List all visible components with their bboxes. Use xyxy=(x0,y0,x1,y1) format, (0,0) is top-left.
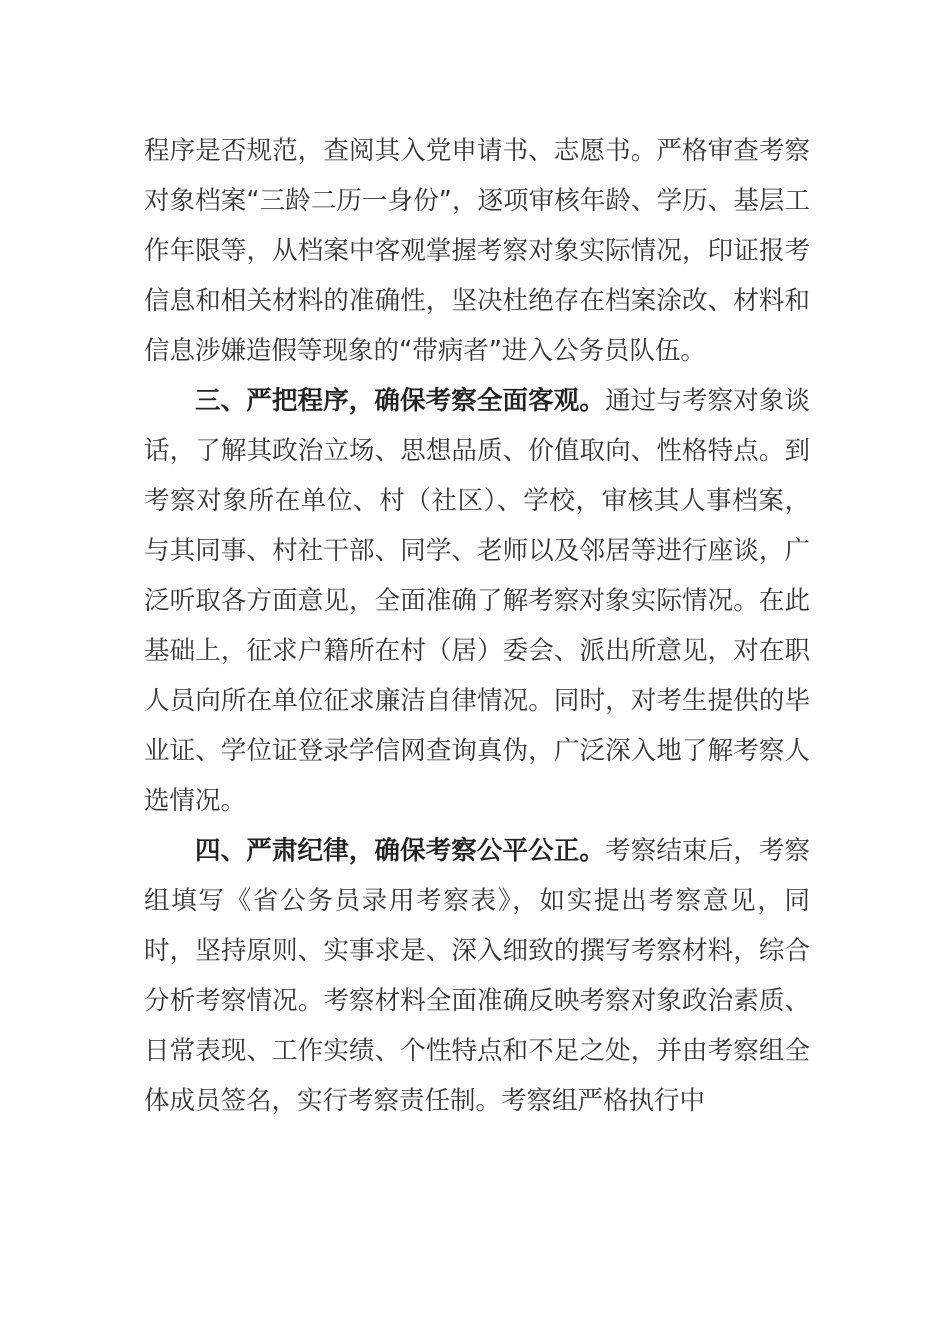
paragraph-section-four xyxy=(144,826,810,1126)
paragraph-text: 程序是否规范，查阅其入党申请书、志愿书。严格审查考察对象档案“三龄二历一身份”，逐项审核年龄、学历、基层工作年限等，从档案中客观掌握考察对象实际情况，印证报考信息和相关材料的准确性，坚决杜绝存在档案涂改、材料和信息涉嫌造假等现象的“带病者”进入公务员队伍。 xyxy=(144,136,810,366)
section-heading: 三、严把程序，确保考察全面客观。 xyxy=(195,386,606,416)
paragraph-section-three xyxy=(144,376,810,826)
paragraph-text: 考察结束后，考察组填写《省公务员录用考察表》，如实提出考察意见，同时，坚持原则、实事求是、深入细致的撰写考察材料，综合分析考察情况。考察材料全面准确反映考察对象政治素质、日常表现、工作实绩、个性特点和不足之处，并由考察组全体成员签名，实行考察责任制。考察组严格执行中 xyxy=(144,836,810,1116)
paragraph-text: 通过与考察对象谈话，了解其政治立场、思想品质、价值取向、性格特点。到考察对象所在单位、村（社区）、学校，审核其人事档案，与其同事、村社干部、同学、老师以及邻居等进行座谈，广泛听取各方面意见，全面准确了解考察对象实际情况。在此基础上，征求户籍所在村（居）委会、派出所意见，对在职人员向所在单位征求廉洁自律情况。同时，对考生提供的毕业证、学位证登录学信网查询真伪，广泛深入地了解考察人选情况。 xyxy=(144,386,810,816)
section-heading: 四、严肃纪律，确保考察公平公正。 xyxy=(195,836,606,866)
document-body xyxy=(144,126,810,1126)
paragraph-continuation xyxy=(144,126,810,376)
